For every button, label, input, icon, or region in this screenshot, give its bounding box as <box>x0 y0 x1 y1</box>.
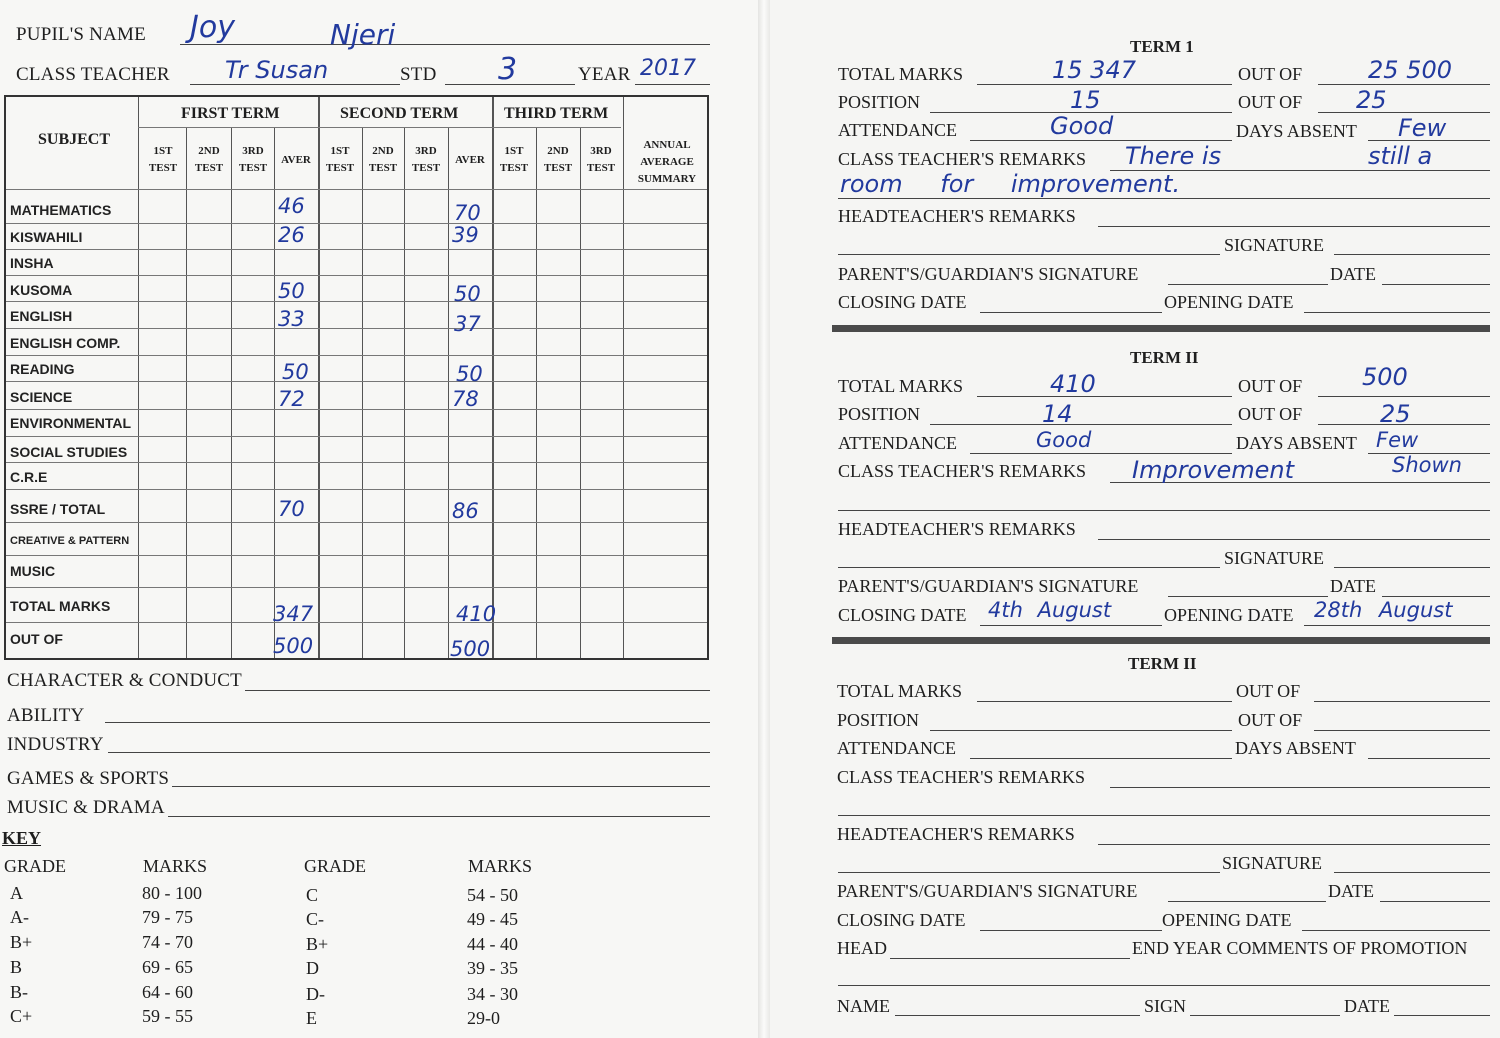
character-label: CHARACTER & CONDUCT <box>7 670 242 691</box>
t2-aver-cell: 70 <box>454 201 481 225</box>
t1-out-of2-line <box>1318 112 1490 113</box>
industry-line <box>108 752 710 753</box>
key-marks: 54 - 50 <box>467 885 518 905</box>
t2-ct-remarks-value: Shown <box>1392 453 1462 477</box>
t2-days-absent-value: Few <box>1376 428 1419 452</box>
t1-total-marks-value: 15 347 <box>1052 56 1136 84</box>
row-line <box>6 301 707 302</box>
col-line <box>623 97 624 658</box>
t1-ht-remarks-line <box>1098 226 1490 227</box>
key-grade: B+ <box>10 932 33 952</box>
t1-aver-cell: 347 <box>273 602 314 626</box>
t3-closing-date-label: CLOSING DATE <box>837 910 966 930</box>
third-term-header: THIRD TERM <box>504 105 609 122</box>
t2-aver-cell: 37 <box>454 312 481 336</box>
t2-date-label: DATE <box>1330 576 1376 596</box>
grade-label: GRADE <box>304 856 366 876</box>
row-line <box>6 409 707 410</box>
key-marks: 59 - 55 <box>142 1006 193 1026</box>
t1-parent-signature-line <box>1168 284 1328 285</box>
t2-aver-cell: 78 <box>452 387 479 411</box>
key-marks: 64 - 60 <box>142 982 193 1002</box>
year-value: 2017 <box>640 56 696 81</box>
music-drama-label: MUSIC & DRAMA <box>7 797 165 818</box>
t3-ht-line2 <box>838 872 1220 873</box>
col-line <box>492 97 494 658</box>
t3-ct-remarks-line <box>1110 787 1490 788</box>
t3-total-marks-line <box>977 701 1232 702</box>
pupil-last-name: Njeri <box>330 18 396 51</box>
row-line <box>6 275 707 276</box>
ability-label: ABILITY <box>7 705 85 726</box>
t1-ct-remarks-label: CLASS TEACHER'S REMARKS <box>838 149 1086 169</box>
key-marks: 79 - 75 <box>142 907 193 927</box>
t3-signature-label: SIGNATURE <box>1222 853 1323 873</box>
t1-date-label: DATE <box>1330 264 1376 284</box>
col-line <box>274 127 275 658</box>
grade-label: GRADE <box>4 856 66 876</box>
t1-ct-remarks-value: room for improvement. <box>840 170 1181 198</box>
header-line <box>6 189 707 190</box>
t2-out-of-line <box>1318 396 1490 397</box>
t2-ct-remarks-line2 <box>838 510 1490 511</box>
date-line <box>1394 1015 1490 1016</box>
year-line <box>635 84 710 85</box>
music-drama-line <box>168 816 710 817</box>
col-2nd-test: 2ND TEST <box>368 145 398 174</box>
t1-closing-date-label: CLOSING DATE <box>838 292 967 312</box>
t1-days-absent-value: Few <box>1398 114 1447 142</box>
t1-attendance-value: Good <box>1050 112 1114 140</box>
t2-opening-date-value: 28th August <box>1314 598 1453 622</box>
term2-title: TERM II <box>1130 348 1199 367</box>
t2-ht-remarks-line <box>1098 539 1490 540</box>
subject-name: ENGLISH COMP. <box>10 335 121 351</box>
t3-ht-remarks-label: HEADTEACHER'S REMARKS <box>837 824 1075 844</box>
end-year-comments-label: END YEAR COMMENTS OF PROMOTION <box>1132 938 1468 958</box>
sign-label: SIGN <box>1144 996 1187 1016</box>
key-marks: 80 - 100 <box>142 883 202 903</box>
key-marks: 69 - 65 <box>142 957 193 977</box>
annual-average-header: ANNUAL AVERAGE SUMMARY <box>637 139 697 185</box>
col-3rd-test: 3RD TEST <box>411 145 441 174</box>
t1-aver-cell: 46 <box>278 194 305 218</box>
t2-attendance-label: ATTENDANCE <box>838 433 957 453</box>
t3-attendance-line <box>970 758 1232 759</box>
ability-line <box>105 722 710 723</box>
col-3rd-test: 3RD TEST <box>238 145 268 174</box>
class-teacher-label: CLASS TEACHER <box>16 64 170 85</box>
subject-name: INSHA <box>10 255 54 271</box>
key-grade: C+ <box>10 1006 33 1026</box>
term3-title: TERM II <box>1128 654 1197 673</box>
t1-date-line <box>1382 284 1490 285</box>
section-divider <box>832 637 1490 644</box>
t1-ht-line2 <box>838 254 1220 255</box>
key-grade: D- <box>306 984 325 1004</box>
t3-signature-line <box>1334 872 1490 873</box>
pupil-name-line <box>180 44 710 45</box>
row-line <box>6 462 707 463</box>
key-grade: B- <box>10 982 28 1002</box>
col-line <box>231 127 232 658</box>
t3-position-label: POSITION <box>837 710 920 730</box>
key-marks: 39 - 35 <box>467 958 518 978</box>
col-line <box>138 97 139 658</box>
t2-closing-date-line <box>980 625 1162 626</box>
head-line <box>890 958 1130 959</box>
name-line <box>895 1015 1140 1016</box>
t1-out-of2-value: 25 <box>1356 86 1387 114</box>
t1-aver-cell: 50 <box>282 360 309 384</box>
t2-opening-date-label: OPENING DATE <box>1164 605 1294 625</box>
key-marks: 49 - 45 <box>467 909 518 929</box>
t1-position-label: POSITION <box>838 92 921 112</box>
t2-position-line <box>930 424 1232 425</box>
col-2nd-test: 2ND TEST <box>194 145 224 174</box>
row-line <box>6 522 707 523</box>
t2-aver-cell: 86 <box>452 499 479 523</box>
t1-total-marks-line <box>977 84 1232 85</box>
key-grade: B <box>10 957 23 977</box>
class-teacher-value: Tr Susan <box>225 56 329 84</box>
t2-aver-cell: 50 <box>454 282 481 306</box>
t1-position-value: 15 <box>1070 86 1101 114</box>
t1-aver-cell: 50 <box>278 279 305 303</box>
t3-ct-remarks-line2 <box>838 815 1490 816</box>
t2-closing-date-label: CLOSING DATE <box>838 605 967 625</box>
t1-ht-remarks-label: HEADTEACHER'S REMARKS <box>838 206 1076 226</box>
t2-attendance-line <box>970 453 1232 454</box>
key-grade: A- <box>10 907 29 927</box>
key-grade: C- <box>306 909 324 929</box>
pupil-name-label: PUPIL'S NAME <box>16 24 146 45</box>
t3-total-marks-label: TOTAL MARKS <box>837 681 963 701</box>
t2-total-marks-line <box>977 396 1232 397</box>
row-line <box>6 223 707 224</box>
col-aver: AVER <box>455 154 485 166</box>
head-label: HEAD <box>837 938 887 958</box>
t2-aver-cell: 410 <box>456 602 497 626</box>
t1-out-of2-label: OUT OF <box>1238 92 1303 112</box>
t1-attendance-label: ATTENDANCE <box>838 120 957 140</box>
games-label: GAMES & SPORTS <box>7 768 170 789</box>
t2-aver-cell: 50 <box>456 362 483 386</box>
t1-attendance-line <box>970 140 1232 141</box>
t2-ct-remarks-value: Improvement <box>1132 456 1294 484</box>
section-divider <box>832 325 1490 332</box>
t2-out-of2-value: 25 <box>1380 400 1411 428</box>
t3-opening-date-label: OPENING DATE <box>1162 910 1292 930</box>
key-grade: C <box>306 885 319 905</box>
t2-attendance-value: Good <box>1036 428 1092 452</box>
subject-name: SOCIAL STUDIES <box>10 444 128 460</box>
end-year-line <box>838 985 1490 986</box>
t1-signature-line <box>1334 254 1490 255</box>
key-marks: 44 - 40 <box>467 934 518 954</box>
col-line <box>186 127 187 658</box>
t1-aver-cell: 72 <box>278 387 305 411</box>
t2-aver-cell: 500 <box>450 637 491 661</box>
t1-closing-date-line <box>980 312 1162 313</box>
t2-parent-signature-line <box>1168 596 1328 597</box>
t1-out-of-label: OUT OF <box>1238 64 1303 84</box>
t3-opening-date-line <box>1302 930 1490 931</box>
t3-out-of-line <box>1314 701 1490 702</box>
year-label: YEAR <box>578 64 631 85</box>
row-line <box>6 249 707 250</box>
subject-name: SCIENCE <box>10 389 73 405</box>
t2-ct-remarks-label: CLASS TEACHER'S REMARKS <box>838 461 1086 481</box>
t1-aver-cell: 33 <box>278 307 305 331</box>
t3-out-of-label: OUT OF <box>1236 681 1301 701</box>
t1-ct-remarks-line2 <box>838 198 1490 199</box>
subject-name: MATHEMATICS <box>10 202 112 218</box>
col-1st-test: 1ST TEST <box>499 145 529 174</box>
games-line <box>172 786 710 787</box>
page-fold <box>758 0 770 1038</box>
t3-date-line <box>1380 901 1490 902</box>
t3-position-line <box>930 730 1232 731</box>
std-value: 3 <box>498 52 518 87</box>
t2-days-absent-label: DAYS ABSENT <box>1236 433 1357 453</box>
t2-total-marks-label: TOTAL MARKS <box>838 376 964 396</box>
col-line <box>580 127 581 658</box>
t2-aver-cell: 39 <box>452 223 479 247</box>
marks-label: MARKS <box>143 856 208 876</box>
marks-label: MARKS <box>468 856 533 876</box>
subject-name: ENVIRONMENTAL <box>10 415 132 431</box>
t2-total-marks-value: 410 <box>1050 370 1096 398</box>
t3-ct-remarks-label: CLASS TEACHER'S REMARKS <box>837 767 1085 787</box>
row-line <box>6 489 707 490</box>
t2-date-line <box>1382 596 1490 597</box>
subject-name: C.R.E <box>10 469 48 485</box>
subject-name: KUSOMA <box>10 282 73 298</box>
key-grade: B+ <box>306 934 329 954</box>
row-line <box>6 355 707 356</box>
col-line <box>404 127 405 658</box>
t3-days-absent-label: DAYS ABSENT <box>1235 738 1356 758</box>
t2-position-value: 14 <box>1042 400 1073 428</box>
col-line <box>448 127 449 658</box>
t2-closing-date-value: 4th August <box>988 598 1112 622</box>
t1-aver-cell: 70 <box>278 497 305 521</box>
subject-name: SSRE / TOTAL <box>10 501 106 517</box>
t2-ht-line2 <box>838 567 1220 568</box>
key-grade: E <box>306 1008 317 1028</box>
row-line <box>6 555 707 556</box>
t3-ht-remarks-line <box>1098 844 1490 845</box>
key-marks: 29-0 <box>467 1008 500 1028</box>
t1-parent-signature-label: PARENT'S/GUARDIAN'S SIGNATURE <box>838 264 1139 284</box>
t3-parent-signature-label: PARENT'S/GUARDIAN'S SIGNATURE <box>837 881 1138 901</box>
t3-parent-signature-line <box>1168 901 1326 902</box>
t3-closing-date-line <box>980 930 1162 931</box>
subject-name: ENGLISH <box>10 308 73 324</box>
term1-title: TERM 1 <box>1130 37 1194 56</box>
t3-date-label: DATE <box>1328 881 1374 901</box>
key-marks: 34 - 30 <box>467 984 518 1004</box>
t2-position-label: POSITION <box>838 404 921 424</box>
second-term-header: SECOND TERM <box>340 105 459 122</box>
key-grade: D <box>306 958 319 978</box>
row-line <box>6 328 707 329</box>
t1-out-of-value: 25 500 <box>1368 56 1452 84</box>
character-line <box>245 690 710 691</box>
t2-out-of-value: 500 <box>1362 363 1408 391</box>
t1-aver-cell: 500 <box>273 634 314 658</box>
t1-signature-label: SIGNATURE <box>1224 235 1325 255</box>
t2-ht-remarks-label: HEADTEACHER'S REMARKS <box>838 519 1076 539</box>
subject-name: KISWAHILI <box>10 229 83 245</box>
t3-attendance-label: ATTENDANCE <box>837 738 956 758</box>
t3-days-absent-line <box>1368 758 1490 759</box>
key-title: KEY <box>2 828 42 848</box>
t2-opening-date-line <box>1304 625 1490 626</box>
t3-out-of2-line <box>1314 730 1490 731</box>
subject-name: CREATIVE & PATTERN <box>10 535 130 547</box>
industry-label: INDUSTRY <box>7 734 104 755</box>
t1-ct-remarks-value: still a <box>1368 142 1433 170</box>
header-line <box>138 127 621 128</box>
key-marks: 74 - 70 <box>142 932 193 952</box>
sign-line <box>1190 1015 1340 1016</box>
t2-parent-signature-label: PARENT'S/GUARDIAN'S SIGNATURE <box>838 576 1139 596</box>
col-1st-test: 1ST TEST <box>148 145 178 174</box>
subject-name: TOTAL MARKS <box>10 598 111 614</box>
t3-out-of2-label: OUT OF <box>1238 710 1303 730</box>
col-line <box>536 127 537 658</box>
col-3rd-test: 3RD TEST <box>586 145 616 174</box>
std-label: STD <box>400 64 437 85</box>
t2-signature-line <box>1334 567 1490 568</box>
date-label: DATE <box>1344 996 1390 1016</box>
col-2nd-test: 2ND TEST <box>543 145 573 174</box>
col-line <box>318 97 320 658</box>
t1-aver-cell: 26 <box>278 223 305 247</box>
t1-ct-remarks-value: There is <box>1125 142 1222 170</box>
t1-total-marks-label: TOTAL MARKS <box>838 64 964 84</box>
col-aver: AVER <box>281 154 311 166</box>
t1-days-absent-label: DAYS ABSENT <box>1236 121 1357 141</box>
subject-name: MUSIC <box>10 563 56 579</box>
t1-out-of-line <box>1318 84 1490 85</box>
t2-signature-label: SIGNATURE <box>1224 548 1325 568</box>
col-line <box>362 127 363 658</box>
t1-opening-date-line <box>1304 312 1490 313</box>
report-table <box>4 95 709 660</box>
subject-header: SUBJECT <box>38 131 111 148</box>
class-teacher-line <box>190 84 400 85</box>
pupil-first-name: Joy <box>190 10 235 45</box>
subject-name: OUT OF <box>10 631 63 647</box>
row-line <box>6 381 707 382</box>
col-1st-test: 1ST TEST <box>325 145 355 174</box>
row-line <box>6 587 707 588</box>
t2-out-of2-label: OUT OF <box>1238 404 1303 424</box>
t2-out-of-label: OUT OF <box>1238 376 1303 396</box>
key-grade: A <box>10 883 23 903</box>
first-term-header: FIRST TERM <box>181 105 280 122</box>
name-label: NAME <box>837 996 890 1016</box>
row-line <box>6 622 707 623</box>
subject-name: READING <box>10 361 75 377</box>
row-line <box>6 436 707 437</box>
t1-opening-date-label: OPENING DATE <box>1164 292 1294 312</box>
